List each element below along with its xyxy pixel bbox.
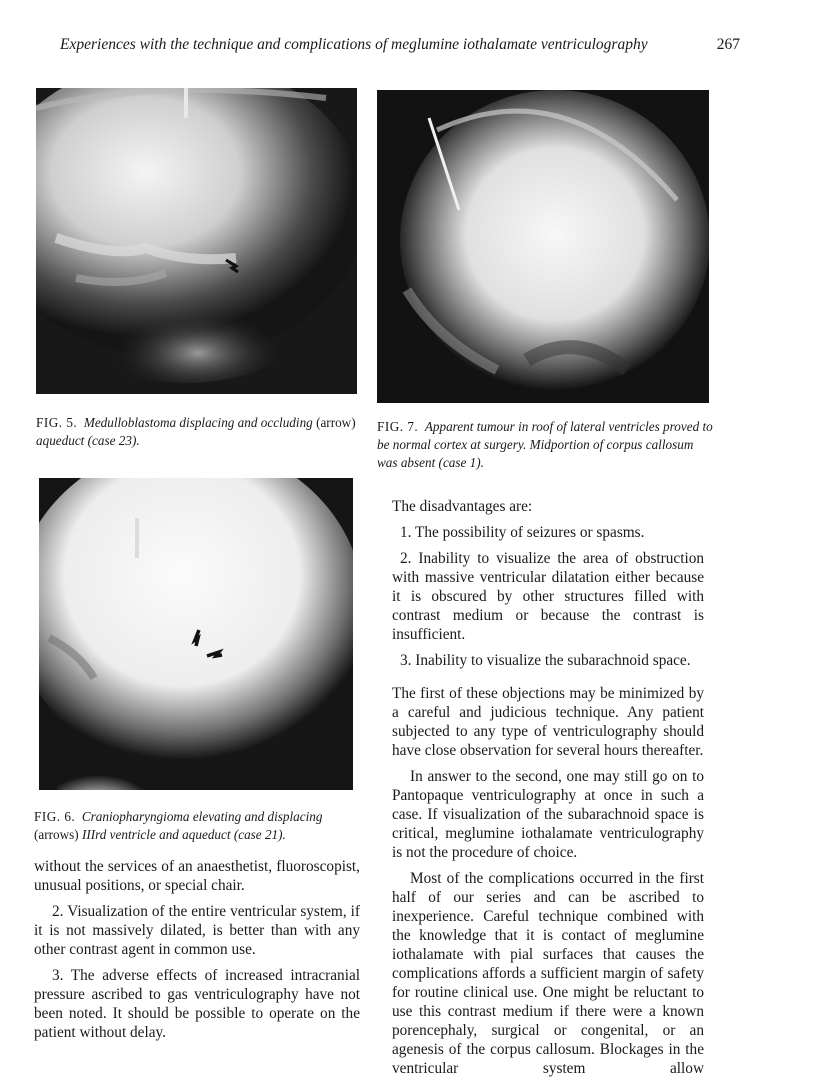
running-title: Experiences with the technique and complications of meglumine iothalamate ventriculography	[60, 36, 648, 53]
list-item: 2. Inability to visualize the area of obstruction with massive ventricular dilatation either because it is obscured by other structures filled with contrast medium or because the contrast is insufficient.	[392, 550, 704, 643]
figure-5-xray-image	[36, 88, 357, 394]
list-item: 3. Inability to visualize the subarachnoid space.	[400, 652, 691, 669]
paragraph: Most of the complications occurred in the first half of our series and can be ascribed to inexperience. Careful technique combined with the knowledge that it is contact of meglumine iothalamate with pial surfaces that causes the complications affords a sufficient margin of safety for routine clinical use. One might be reluctant to use this contrast medium if there were a known porencephaly, surgical or congenital, or an agenesis of the corpus callosum. Blockages in the ventricular system allow	[392, 870, 704, 1077]
figure-5-caption: FIG. 5. Medulloblastoma displacing and occluding (arrow) aqueduct (case 23).	[36, 415, 356, 448]
paragraph: The disadvantages are:	[392, 498, 533, 515]
paragraph: In answer to the second, one may still go on to Pantopaque ventriculography at once in such a case. If visualization of the subarachnoid space is critical, meglumine iothalamate ventriculography is not the procedure of choice.	[392, 768, 704, 861]
page-number: 267	[716, 36, 740, 53]
paragraph: 3. The adverse effects of increased intracranial pressure ascribed to gas ventriculography have not been noted. It should be possible to operate on the patient without delay.	[34, 967, 360, 1041]
running-header	[60, 36, 740, 54]
right-column-text	[392, 497, 704, 1078]
figure-7-caption: FIG. 7. Apparent tumour in roof of lateral ventricles proved to be normal cortex at surgery. Midportion of corpus callosum was absent (case 1).	[377, 419, 713, 470]
paragraph: The first of these objections may be minimized by a careful and judicious technique. Any patient subjected to any type of ventriculography should have close observation for several hours thereafter.	[392, 685, 704, 759]
left-column-text	[34, 857, 360, 1042]
list-item: 1. The possibility of seizures or spasms.	[400, 524, 645, 541]
paragraph: 2. Visualization of the entire ventricular system, if it is not massively dilated, is better than with any other contrast agent in common use.	[34, 903, 360, 958]
paragraph: without the services of an anaesthetist, fluoroscopist, unusual positions, or special chair.	[34, 858, 360, 894]
figure-6-caption: FIG. 6. Craniopharyngioma elevating and displacing (arrows) IIIrd ventricle and aqueduct (case 21).	[34, 809, 323, 842]
figure-6-xray-image	[39, 478, 353, 790]
figure-7-xray-image	[377, 90, 709, 403]
